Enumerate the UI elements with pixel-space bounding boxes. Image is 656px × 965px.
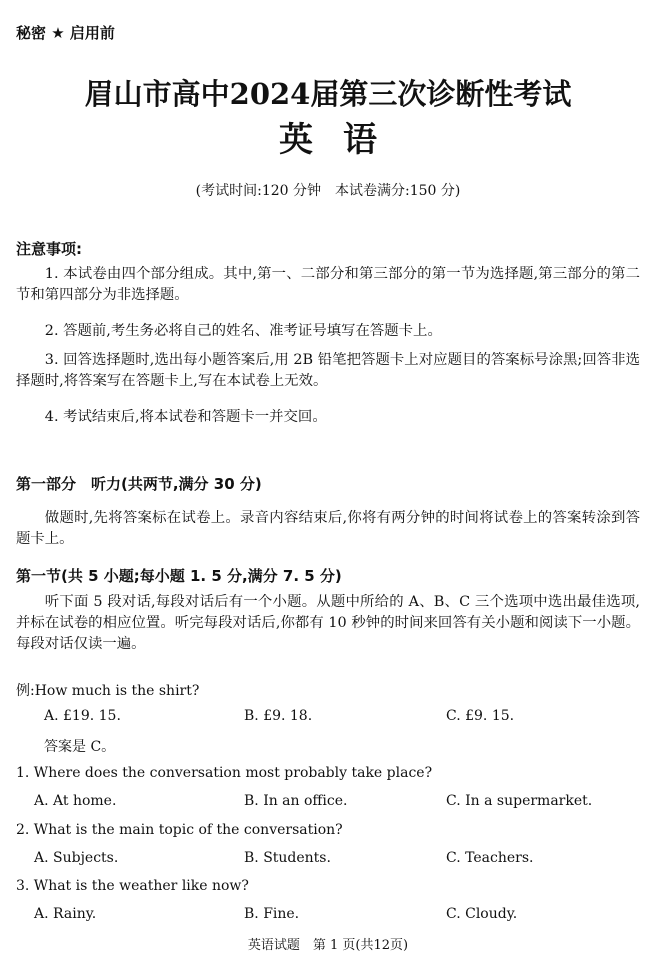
confidential-label: 秘密 ★ 启用前 bbox=[16, 24, 115, 42]
example-option-c: C. £9. 15. bbox=[446, 708, 515, 724]
q3-option-a: A. Rainy. bbox=[34, 906, 97, 922]
q2-option-c: C. Teachers. bbox=[446, 850, 534, 866]
q3-option-b: B. Fine. bbox=[244, 906, 300, 922]
exam-time-info: (考试时间:120 分钟 本试卷满分:150 分) bbox=[195, 183, 461, 199]
page-footer: 英语试题 第 1 页(共12页) bbox=[247, 938, 409, 953]
q1-option-b: B. In an office. bbox=[244, 793, 348, 809]
section-title: 第一节(共 5 小题;每小题 1. 5 分,满分 7. 5 分) bbox=[16, 567, 342, 585]
section-intro: 听下面 5 段对话,每段对话后有一个小题。从题中所给的 A、B、C 三个选项中选出最佳选项,并标在试卷的相应位置。听完每段对话后,你都有 10 秒钟的时间来回答有关小题和阅读下一小题。每段对话仅读一遍。 bbox=[16, 594, 640, 652]
question-2: 2. What is the main topic of the conversation? bbox=[16, 822, 343, 838]
exam-title: 眉山市高中2024届第三次诊断性考试 bbox=[84, 77, 572, 111]
question-3: 3. What is the weather like now? bbox=[16, 878, 249, 894]
example-question: 例:How much is the shirt? bbox=[16, 683, 200, 699]
q1-option-c: C. In a supermarket. bbox=[446, 793, 593, 809]
example-option-b: B. £9. 18. bbox=[244, 708, 313, 724]
example-option-a: A. £19. 15. bbox=[44, 708, 121, 724]
q2-option-a: A. Subjects. bbox=[34, 850, 119, 866]
q2-option-b: B. Students. bbox=[244, 850, 331, 866]
q3-option-c: C. Cloudy. bbox=[446, 906, 518, 922]
notes-title: 注意事项: bbox=[16, 240, 82, 258]
question-1: 1. Where does the conversation most probably take place? bbox=[16, 765, 433, 781]
note-item: 2. 答题前,考生务必将自己的姓名、准考证号填写在答题卡上。 bbox=[44, 323, 442, 339]
note-item: 3. 回答选择题时,选出每小题答案后,用 2B 铅笔把答题卡上对应题目的答案标号涂黑;回答非选择题时,将答案写在答题卡上,写在本试卷上无效。 bbox=[16, 352, 640, 389]
part-title: 第一部分 听力(共两节,满分 30 分) bbox=[16, 475, 262, 493]
part-intro: 做题时,先将答案标在试卷上。录音内容结束后,你将有两分钟的时间将试卷上的答案转涂到答题卡上。 bbox=[16, 510, 640, 547]
note-item: 4. 考试结束后,将本试卷和答题卡一并交回。 bbox=[44, 409, 327, 425]
note-item: 1. 本试卷由四个部分组成。其中,第一、二部分和第三部分的第一节为选择题,第三部分的第二节和第四部分为非选择题。 bbox=[16, 266, 640, 303]
subject-title: 英语 bbox=[279, 120, 407, 160]
example-answer: 答案是 C。 bbox=[44, 739, 116, 755]
q1-option-a: A. At home. bbox=[34, 793, 117, 809]
